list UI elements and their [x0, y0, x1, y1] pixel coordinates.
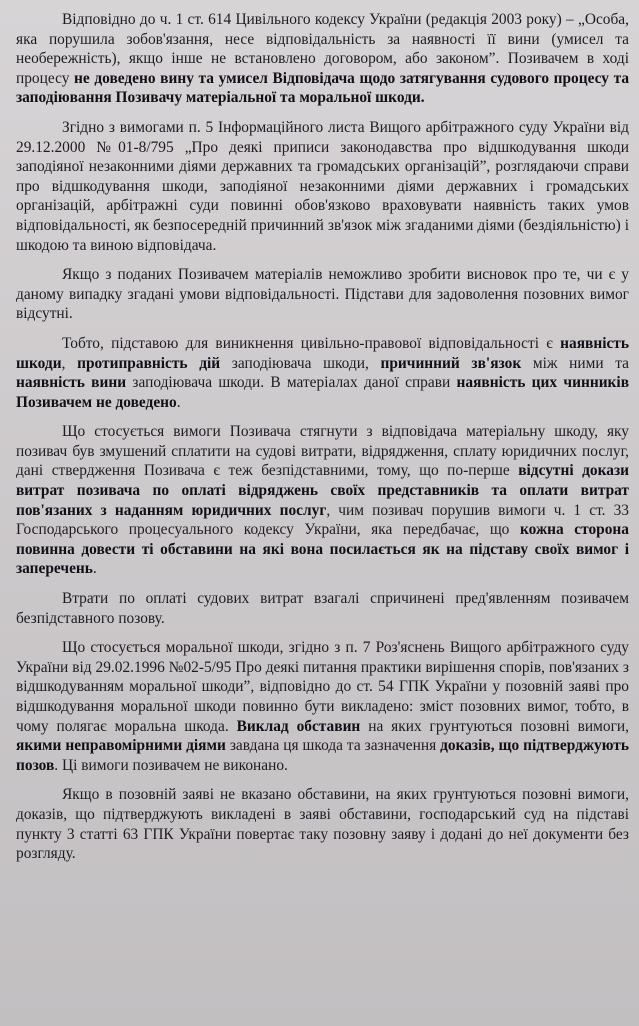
text-run: Відповідно до ч. 1 ст. 614 Цивільного кодексу України (редакція 2003 року) – „Особа, яка порушила зобов'язання, несе відповідальність за наявності її вини (умисел та необережність), якщо інше не встановлено договором, або законом”. Позивачем в ході процесу [16, 11, 629, 87]
bold-text-run: наявність шкоди [16, 334, 629, 372]
bold-text-run: причинний зв'язок [380, 354, 522, 372]
bold-text-run: Виклад обставин [236, 717, 361, 735]
text-run: між ними та [521, 354, 630, 372]
bold-text-run: кожна сторона повинна довести ті обставини на які вона посилається як на підставу своїх вимог і заперечень [16, 521, 629, 578]
paragraph-2 [16, 118, 629, 255]
text-run: завдана ця шкода та зазначення [225, 737, 441, 755]
text-run: . [92, 560, 97, 578]
bold-text-run: якими неправомірними діями [16, 737, 226, 755]
text-run: . [176, 393, 181, 411]
bold-text-run: доказів, що підтверджують позов [16, 737, 630, 774]
paragraph-5 [16, 422, 629, 579]
text-run: Якщо в позовній заяві не вказано обставини, на яких грунтуються позовні вимоги, доказів, що підтверджують викладені в заяві обставини, господарський суд на підставі пункту 3 статті 63 ГПК України повертає таку позовну заяву і додані до неї документи без розгляду. [16, 786, 629, 863]
text-run: Що стосується моральної шкоди, згідно з п. 7 Роз'яснень Вищого арбітражного суду України від 29.02.1996 №02-5/95 Про деякі питання практики вирішення спорів, пов'язаних з відшкодуванням моральної шкоди”, відповідно до ст. 54 ГПК України у позовній заяві про відшкодування моральної шкоди повинно бути викладено: зміст позовних вимог, тобто, в чому полягає моральна шкода. [16, 639, 629, 735]
text-run: Згідно з вимогами п. 5 Інформаційного листа Вищого арбітражного суду України від 29.12.2000 №01-8/795 „Про деякі приписи законодавства про відшкодування шкоди заподіяної незаконними діями державних та громадських організацій”, розглядаючи справи про відшкодування шкоди, заподіяної незаконними діями державних і громадських організацій, арбітражні суди повинні обов'язково враховувати наявність таких умов відповідальності, як безпосередній причинний зв'язок між згаданими діями (бездіяльністю) і шкодою та виною відповідача. [16, 118, 629, 254]
text-run: заподіювача шкоди. В матеріалах даної справи [126, 374, 457, 392]
text-run: , чим позивач порушив вимоги ч. 1 ст. 33 Господарського процесуального кодексу України, яка передбачає, що [16, 501, 629, 539]
paragraph-8 [16, 785, 629, 863]
text-run: Якщо з поданих Позивачем матеріалів неможливо зробити висновок про те, чи є у даному випадку згадані умови відповідальності. Підстави для задоволення позовних вимог відсутні. [16, 266, 629, 323]
bold-text-run: наявність цих чинників Позивачем не доведено [16, 374, 630, 411]
text-run: . Ці вимоги позивачем не виконано. [54, 756, 288, 774]
paragraph-3 [16, 265, 629, 324]
bold-text-run: не доведено вину та умисел Відповідача щодо затягування судового процесу та заподіювання Позивачу матеріальної та моральної шкоди. [16, 69, 630, 107]
text-run: Тобто, підставою для виникнення цивільно-правової відповідальності є [62, 334, 561, 352]
text-run: на яких грунтуються позовні вимоги, [360, 717, 629, 735]
paragraph-6 [16, 589, 629, 628]
paragraph-4 [16, 334, 629, 412]
text-run: Втрати по оплаті судових витрат взагалі спричинені пред'явленням позивачем безпідставного позову. [16, 590, 629, 627]
bold-text-run: протиправність дій [77, 354, 221, 372]
text-run: заподіювача шкоди, [220, 354, 381, 372]
bold-text-run: наявність вини [16, 374, 127, 392]
paragraph-7 [16, 638, 629, 775]
text-run: Що стосується вимоги Позивача стягнути з відповідача матеріальну шкоду, яку позивач був змушений сплатити на судові витрати, відрядження, сплату юридичних послуг, дані ствердження Позивача є теж безпідставними, тому, що по-перше [16, 423, 629, 480]
bold-text-run: відсутні докази витрат позивача по оплаті відряджень своїх представників та оплати витрат пов'язаних з наданням юридичних послуг [16, 462, 629, 519]
paragraph-1 [16, 10, 629, 108]
text-run: , [61, 354, 78, 372]
